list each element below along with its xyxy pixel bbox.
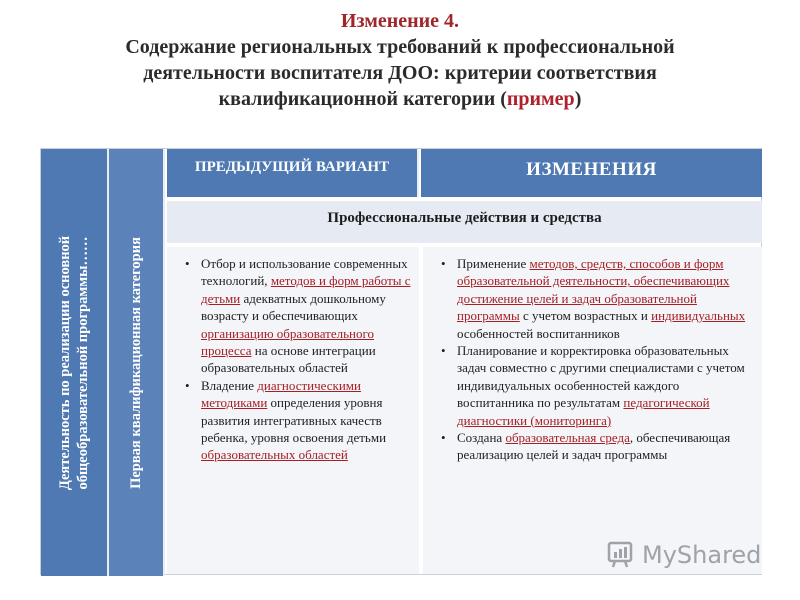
previous-items-list [167, 247, 419, 464]
changes-cell [423, 247, 762, 574]
bullet-item [435, 429, 754, 464]
item-text: Планирование и корректировка образовательных задач совместно с другими специалистами с учетом индивидуальных особенностей каждого воспитанника по результатам [457, 343, 745, 411]
item-text: особенностей воспитанников [457, 325, 620, 341]
bullet-item [435, 255, 754, 342]
item-text: Отбор и использование современных технологий, [201, 256, 408, 289]
header-changes: ИЗМЕНЕНИЯ [421, 149, 762, 197]
highlighted-term: индивидуальных [651, 308, 746, 324]
item-text: адекватных дошкольному возрасту и обеспечивающих [201, 290, 386, 324]
activity-column [41, 149, 109, 576]
changes-items-list [423, 247, 762, 464]
activity-label-line: общеобразовательной программы…… [75, 236, 91, 489]
item-text: , обеспечивающая реализацию целей и задач программы [457, 430, 731, 463]
title-accent-example: пример [506, 88, 575, 110]
highlighted-term: педагогической диагностики (мониторинга) [457, 395, 710, 428]
item-text: на основе интеграции образовательных областей [201, 343, 376, 376]
highlighted-term: методов, средств, способов и форм образовательной деятельности, обеспечивающих достижение целей и задач образовательной программы [457, 256, 730, 324]
item-text: Применение [457, 256, 530, 271]
highlighted-term: организацию образовательного процесса [201, 325, 374, 359]
header-previous-variant: ПРЕДЫДУЩИЙ ВАРИАНТ [167, 149, 419, 197]
activity-label [56, 235, 92, 489]
criteria-table [40, 148, 762, 575]
title-line-main: квалификационной категории ( [218, 88, 507, 110]
title-line: Содержание региональных требований к профессиональной [125, 36, 675, 58]
watermark-text: MyShared [642, 541, 762, 569]
activity-label-line: Деятельность по реализации основной [57, 235, 73, 490]
bullet-item [435, 342, 754, 429]
highlighted-term: образовательных областей [201, 447, 348, 463]
myshared-logo-icon [606, 540, 636, 570]
subheader-professional-actions: Профессиональные действия и средства [167, 201, 762, 243]
category-column [109, 149, 165, 576]
item-text: Владение [201, 377, 258, 393]
title-line: деятельности воспитателя ДОО: критерии соответствия [143, 62, 657, 84]
slide-title [0, 8, 800, 112]
item-text: Создана [457, 430, 506, 446]
title-change-number: Изменение 4. [340, 10, 460, 32]
category-label: Первая квалификационная категория [128, 236, 144, 489]
bullet-item [179, 377, 411, 464]
highlighted-term: образовательная среда [505, 430, 630, 446]
highlighted-term: диагностическими методиками [201, 377, 361, 411]
item-text: определения уровня развития интегративных качеств ребенка, уровня освоения детьми [201, 395, 387, 446]
bullet-item [179, 255, 411, 377]
highlighted-term: методов и форм работы с детьми [201, 273, 411, 306]
title-line-end: ) [574, 88, 582, 110]
watermark [606, 536, 766, 574]
item-text: с учетом возрастных и [519, 308, 652, 324]
title-line [0, 86, 800, 112]
previous-variant-cell [167, 247, 419, 574]
